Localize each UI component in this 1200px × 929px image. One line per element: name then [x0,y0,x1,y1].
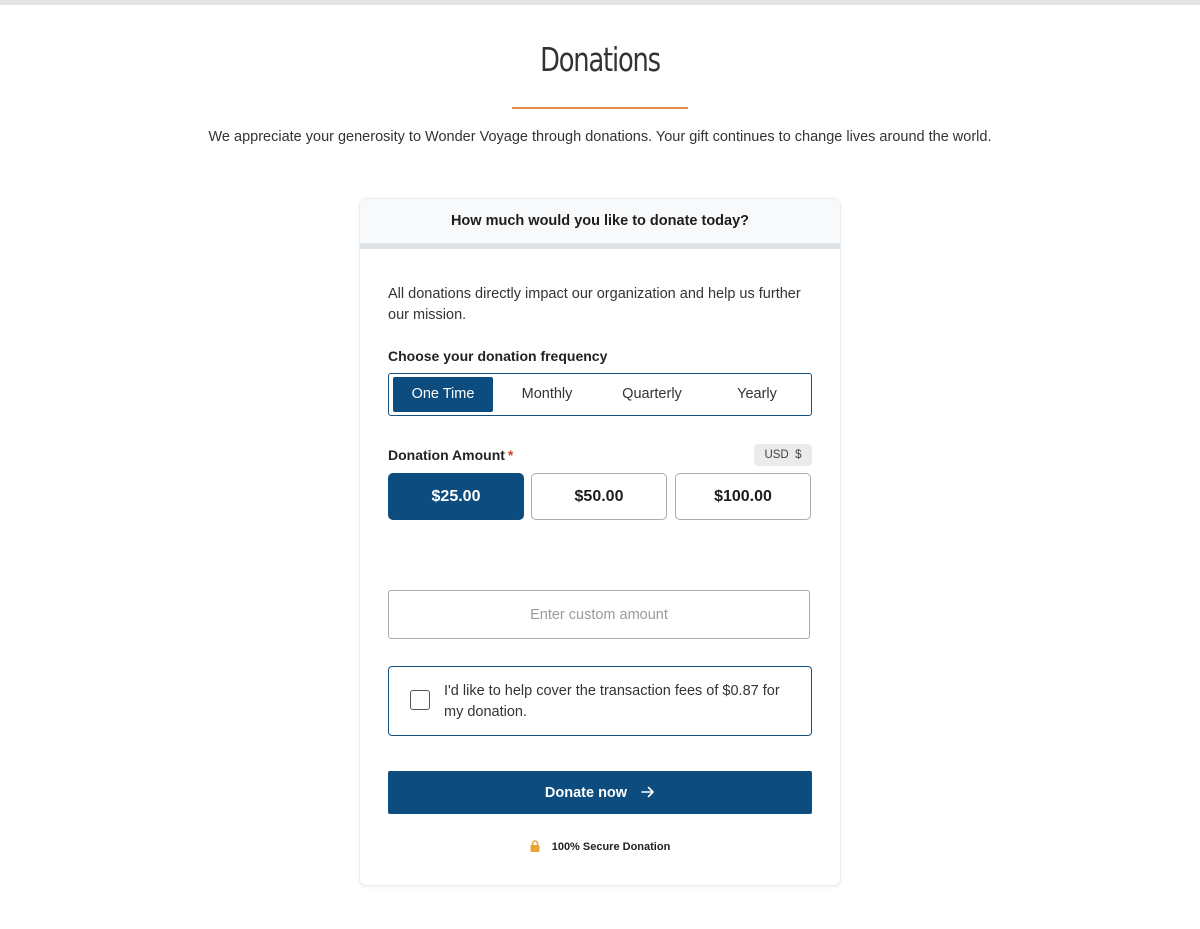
amount-option-100[interactable]: $100.00 [675,473,811,520]
frequency-label: Choose your donation frequency [388,348,608,364]
amount-option-25[interactable]: $25.00 [388,473,524,520]
card-header: How much would you like to donate today? [360,199,840,243]
amount-option-50[interactable]: $50.00 [531,473,667,520]
frequency-option-yearly[interactable]: Yearly [737,386,777,402]
top-bar [0,0,1200,5]
amount-label: Donation Amount [388,447,505,463]
required-marker: * [507,447,514,463]
cover-fees-label: I'd like to help cover the transaction fees of $0.87 for my donation. [444,683,780,720]
arrow-right-icon [641,771,655,814]
frequency-option-one-time[interactable]: One Time [393,377,493,412]
cover-fees-box [388,666,812,736]
custom-amount-input[interactable] [388,590,810,639]
donate-now-label: Donate now [544,785,628,801]
amount-label-group [388,447,513,463]
intro-text: We appreciate your generosity to Wonder Voyage through donations. Your gift continues to change lives around the world. [208,129,992,145]
title-underline [512,107,688,109]
donate-now-button[interactable] [388,771,812,814]
secure-donation-note [360,840,840,855]
lock-icon [530,840,540,855]
secure-donation-text: 100% Secure Donation [551,841,671,853]
card-header-divider [360,243,840,249]
frequency-selector [388,373,812,416]
frequency-option-monthly[interactable]: Monthly [521,386,573,402]
donation-card [360,199,840,885]
cover-fees-checkbox[interactable] [410,690,430,710]
donation-description: All donations directly impact our organization and help us further our mission. [388,286,801,323]
frequency-option-quarterly[interactable]: Quarterly [622,386,682,402]
currency-badge: USD $ [754,444,812,466]
page-title: Donations [540,40,660,79]
